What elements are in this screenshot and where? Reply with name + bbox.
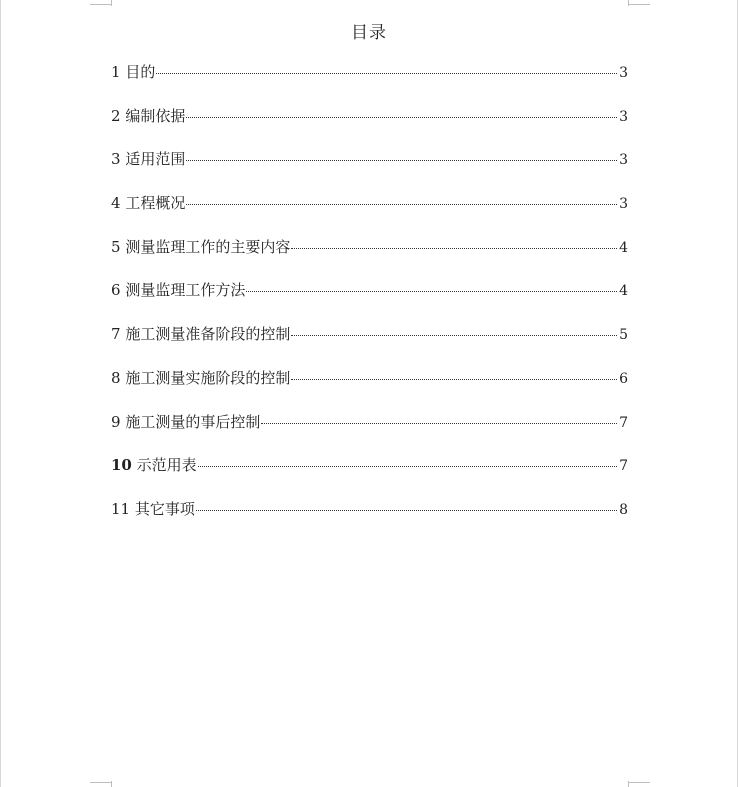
toc-entry[interactable]	[111, 455, 628, 499]
toc-entry-number: 1	[111, 63, 121, 81]
toc-dot-leader	[186, 160, 617, 161]
toc-entry-text: 工程概况	[125, 194, 186, 213]
crop-mark-bottom-right-vertical	[628, 781, 629, 787]
toc-entry-label	[111, 412, 260, 432]
toc-entry-number: 10	[111, 456, 132, 475]
toc-entry-text: 示范用表	[136, 456, 197, 475]
toc-entry[interactable]	[111, 324, 628, 368]
toc-entry-number: 5	[111, 237, 121, 256]
toc-dot-leader	[186, 204, 617, 205]
toc-entry-number: 6	[111, 281, 121, 300]
toc-entry[interactable]	[111, 499, 628, 543]
crop-mark-top-left	[90, 4, 112, 5]
toc-entry-number: 7	[111, 325, 121, 344]
toc-entry-number: 2	[111, 106, 121, 125]
toc-dot-leader	[196, 510, 617, 511]
toc-entry-text: 施工测量实施阶段的控制	[125, 368, 291, 387]
page-left-edge	[0, 0, 1, 787]
toc-entry[interactable]	[111, 368, 628, 412]
toc-entry-page-number: 3	[619, 108, 628, 125]
crop-mark-top-right	[628, 4, 650, 5]
toc-entry[interactable]	[111, 237, 628, 281]
toc-entry-number: 9	[111, 412, 121, 431]
toc-dot-leader	[246, 291, 617, 292]
toc-title: 目录	[351, 23, 387, 43]
toc-entry-page-number: 3	[619, 65, 628, 81]
toc-dot-leader	[186, 117, 617, 118]
toc-entry-label	[111, 455, 197, 475]
toc-entry-text: 编制依据	[125, 106, 186, 125]
toc-entry[interactable]	[111, 280, 628, 324]
toc-entry-page-number: 4	[619, 239, 628, 256]
toc-entry-text: 其它事项	[134, 499, 195, 518]
toc-dot-leader	[291, 335, 617, 336]
toc-entry-number: 8	[111, 368, 121, 387]
toc-dot-leader	[291, 248, 617, 249]
toc-entry-page-number: 7	[619, 458, 628, 475]
toc-dot-leader	[156, 73, 617, 74]
toc-entry[interactable]	[111, 106, 628, 150]
toc-entry-page-number: 8	[619, 501, 628, 518]
toc-list	[111, 62, 628, 543]
toc-dot-leader	[198, 466, 617, 467]
toc-entry-text: 适用范围	[125, 150, 186, 169]
crop-mark-top-left-vertical	[111, 0, 112, 6]
crop-mark-bottom-left-vertical	[111, 781, 112, 787]
toc-entry-text: 施工测量准备阶段的控制	[125, 325, 291, 344]
toc-entry-text: 施工测量的事后控制	[125, 412, 261, 431]
toc-entry-label	[111, 324, 290, 344]
toc-entry-label	[111, 62, 155, 82]
toc-entry-label	[111, 193, 185, 213]
toc-entry-number: 11	[111, 499, 131, 518]
crop-mark-bottom-right	[628, 782, 650, 783]
toc-entry-label	[111, 280, 245, 300]
crop-mark-bottom-left	[90, 782, 112, 783]
toc-entry-text: 测量监理工作方法	[125, 281, 246, 300]
toc-entry[interactable]	[111, 412, 628, 456]
toc-entry-page-number: 4	[619, 283, 628, 300]
toc-entry-label	[111, 149, 185, 169]
toc-entry-number: 4	[111, 194, 121, 213]
toc-entry-label	[111, 237, 290, 257]
toc-entry-page-number: 5	[619, 327, 628, 344]
toc-entry-text: 目的	[125, 63, 156, 81]
toc-entry-text: 测量监理工作的主要内容	[125, 237, 291, 256]
toc-entry-page-number: 3	[619, 152, 628, 169]
toc-entry-page-number: 6	[619, 370, 628, 387]
toc-dot-leader	[261, 423, 617, 424]
toc-entry-label	[111, 368, 290, 388]
toc-entry-label	[111, 499, 195, 519]
toc-entry-label	[111, 106, 185, 126]
toc-dot-leader	[291, 379, 617, 380]
toc-entry[interactable]	[111, 62, 628, 106]
toc-entry-number: 3	[111, 150, 121, 169]
crop-mark-top-right-vertical	[628, 0, 629, 6]
toc-entry-page-number: 3	[619, 196, 628, 213]
toc-entry[interactable]	[111, 149, 628, 193]
toc-entry-page-number: 7	[619, 414, 628, 431]
toc-entry[interactable]	[111, 193, 628, 237]
